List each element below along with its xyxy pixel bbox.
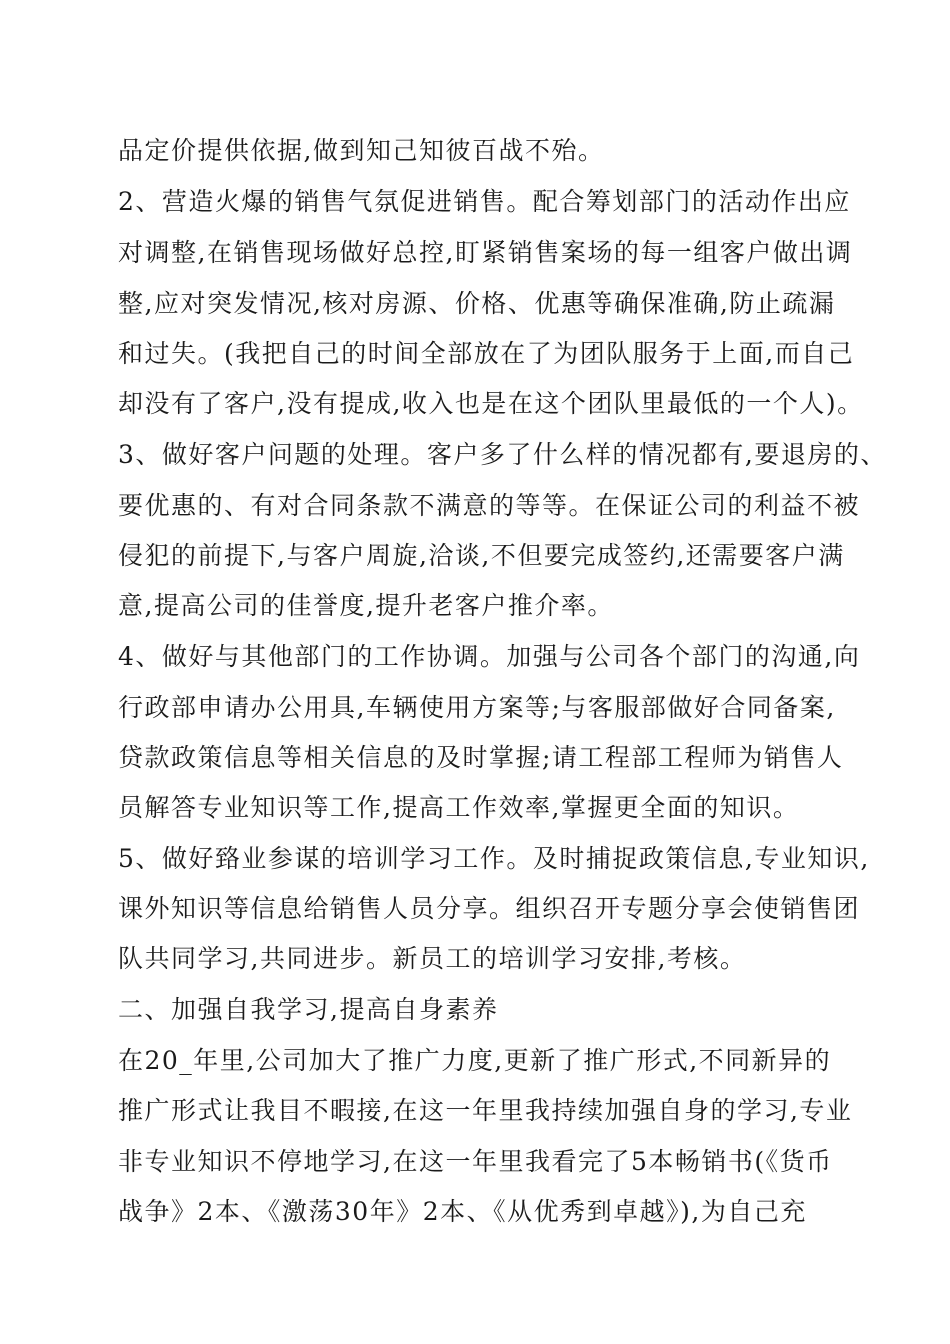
text-line: 行政部申请办公用具,车辆使用方案等;与客服部做好合同备案,	[118, 693, 836, 722]
text-line: 4、做好与其他部门的工作协调。加强与公司各个部门的沟通,向	[118, 642, 861, 671]
text-line: 5、做好臵业参谋的培训学习工作。及时捕捉政策信息,专业知识,	[118, 844, 870, 873]
text-line: 推广形式让我目不暇接,在这一年里我持续加强自身的学习,专业	[118, 1096, 853, 1125]
text-line: 在20_年里,公司加大了推广力度,更新了推广形式,不同新异的	[118, 1046, 832, 1075]
text-line: 战争》2本、《激荡30年》2本、《从优秀到卓越》),为自己充	[118, 1197, 807, 1226]
text-line: 要优惠的、有对合同条款不满意的等等。在保证公司的利益不被	[118, 491, 861, 520]
text-line: 和过失。(我把自己的时间全部放在了为团队服务于上面,而自己	[118, 339, 855, 368]
text-line: 员解答专业知识等工作,提高工作效率,掌握更全面的知识。	[118, 793, 800, 822]
text-line: 课外知识等信息给销售人员分享。组织召开专题分享会使销售团	[118, 894, 861, 923]
text-line: 意,提高公司的佳誉度,提升老客户推介率。	[118, 591, 614, 620]
text-line: 整,应对突发情况,核对房源、价格、优惠等确保准确,防止疏漏	[118, 289, 836, 318]
text-line: 品定价提供依据,做到知己知彼百战不殆。	[118, 136, 605, 165]
text-line: 队共同学习,共同进步。新员工的培训学习安排,考核。	[118, 944, 747, 973]
text-line: 3、做好客户问题的处理。客户多了什么样的情况都有,要退房的、	[118, 440, 887, 469]
text-line: 贷款政策信息等相关信息的及时掌握;请工程部工程师为销售人	[118, 743, 844, 772]
text-line: 却没有了客户,没有提成,收入也是在这个团队里最低的一个人)。	[118, 389, 864, 418]
text-line: 对调整,在销售现场做好总控,盯紧销售案场的每一组客户做出调	[118, 238, 853, 267]
text-line: 非专业知识不停地学习,在这一年里我看完了5本畅销书(《货币	[118, 1147, 833, 1176]
text-line: 2、营造火爆的销售气氛促进销售。配合筹划部门的活动作出应	[118, 187, 851, 216]
text-line: 侵犯的前提下,与客户周旋,洽谈,不但要完成签约,还需要客户满	[118, 541, 845, 570]
section-heading: 二、加强自我学习,提高自身素养	[118, 995, 499, 1024]
